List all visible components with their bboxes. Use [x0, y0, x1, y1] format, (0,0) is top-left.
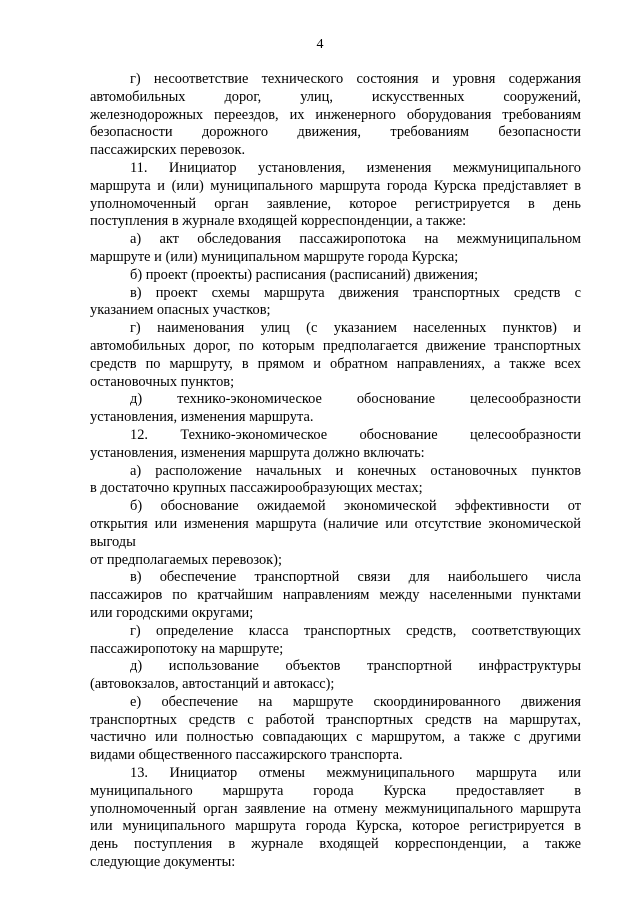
text-line: или муниципального маршрута города Курска, которое регистрируется в: [90, 818, 581, 835]
page-number: 4: [316, 37, 324, 52]
text-line: уполномоченный орган заявление на отмену межмуниципального маршрута: [90, 800, 581, 817]
text-line: 11. Инициатор установления, изменения межмуниципального: [130, 159, 581, 176]
text-line: а) акт обследования пассажиропотока на межмуниципальном: [130, 231, 581, 248]
text-line: в достаточно крупных пассажирообразующих местах;: [90, 480, 423, 497]
text-line: железнодорожных переездов, их инженерного оборудования требованиям: [90, 106, 581, 123]
text-line: от предполагаемых перевозок);: [90, 551, 282, 568]
text-line: видами общественного пассажирского транспорта.: [90, 747, 403, 764]
text-line: 13. Инициатор отмены межмуниципального маршрута или: [130, 765, 581, 782]
text-line: поступления в журнале входящей корреспонденции, а также:: [90, 213, 467, 230]
text-line: г) наименования улиц (с указанием населенных пунктов) и: [130, 320, 581, 337]
text-line: открытия или изменения маршрута (наличие или отсутствие экономической: [90, 515, 581, 532]
text-line: б) проект (проекты) расписания (расписаний) движения;: [130, 266, 479, 283]
text-line: выгоды: [90, 533, 136, 550]
text-line: маршрута и (или) муниципального маршрута города Курска предјставляет в: [90, 177, 581, 194]
text-line: (автовокзалов, автостанций и автокасс);: [90, 676, 335, 693]
text-line: г) несоответствие технического состояния и уровня содержания: [130, 71, 581, 87]
text-line: пассажирских перевозок.: [90, 142, 246, 159]
text-line: 12. Технико-экономическое обоснование целесообразности: [130, 426, 581, 443]
text-line: г) определение класса транспортных средств, соответствующих: [130, 622, 581, 639]
text-line: д) технико-экономическое обоснование целесообразности: [130, 391, 581, 408]
text-line: следующие документы:: [90, 854, 236, 871]
text-line: в) проект схемы маршрута движения транспортных средств с: [130, 284, 581, 301]
text-line: а) расположение начальных и конечных остановочных пунктов: [130, 462, 581, 479]
text-line: е) обеспечение на маршруте скоординированного движения: [130, 693, 581, 710]
text-line: пассажиропотоку на маршруте;: [90, 640, 284, 657]
text-line: установления, изменения маршрута.: [90, 409, 314, 426]
text-line: день поступления в журнале входящей корреспонденции, а также: [90, 836, 581, 853]
text-line: муниципального маршрута города Курска предоставляет в: [90, 782, 581, 799]
text-line: маршруте и (или) муниципальном маршруте города Курска;: [90, 248, 459, 265]
text-line: автомобильных дорог, по которым предполагается движение транспортных: [90, 337, 581, 354]
text-line: уполномоченный орган заявление, которое регистрируется в день: [90, 195, 581, 212]
text-line: указанием опасных участков;: [90, 302, 271, 319]
text-line: или городскими округами;: [90, 604, 254, 621]
text-line: д) использование объектов транспортной инфраструктуры: [130, 658, 581, 675]
text-line: частично или полностью совпадающих с маршрутом, а также с другими: [90, 729, 581, 746]
text-line: пассажиров по кратчайшим направлениям между населенными пунктами: [90, 587, 581, 604]
text-line: б) обоснование ожидаемой экономической эффективности от: [130, 498, 581, 515]
text-line: автомобильных дорог, улиц, искусственных сооружений,: [90, 88, 581, 105]
text-line: транспортных средств с работой транспортных средств на маршрутах,: [90, 711, 581, 728]
text-line: установления, изменения маршрута должно включать:: [90, 444, 425, 461]
text-line: в) обеспечение транспортной связи для наибольшего числа: [130, 569, 581, 586]
document-body: [90, 71, 581, 872]
text-line: средств по маршруту, в прямом и обратном направлениях, а также всех: [90, 355, 581, 372]
text-line: остановочных пунктов;: [90, 373, 235, 390]
text-line: безопасности дорожного движения, требованиям безопасности: [90, 124, 581, 141]
